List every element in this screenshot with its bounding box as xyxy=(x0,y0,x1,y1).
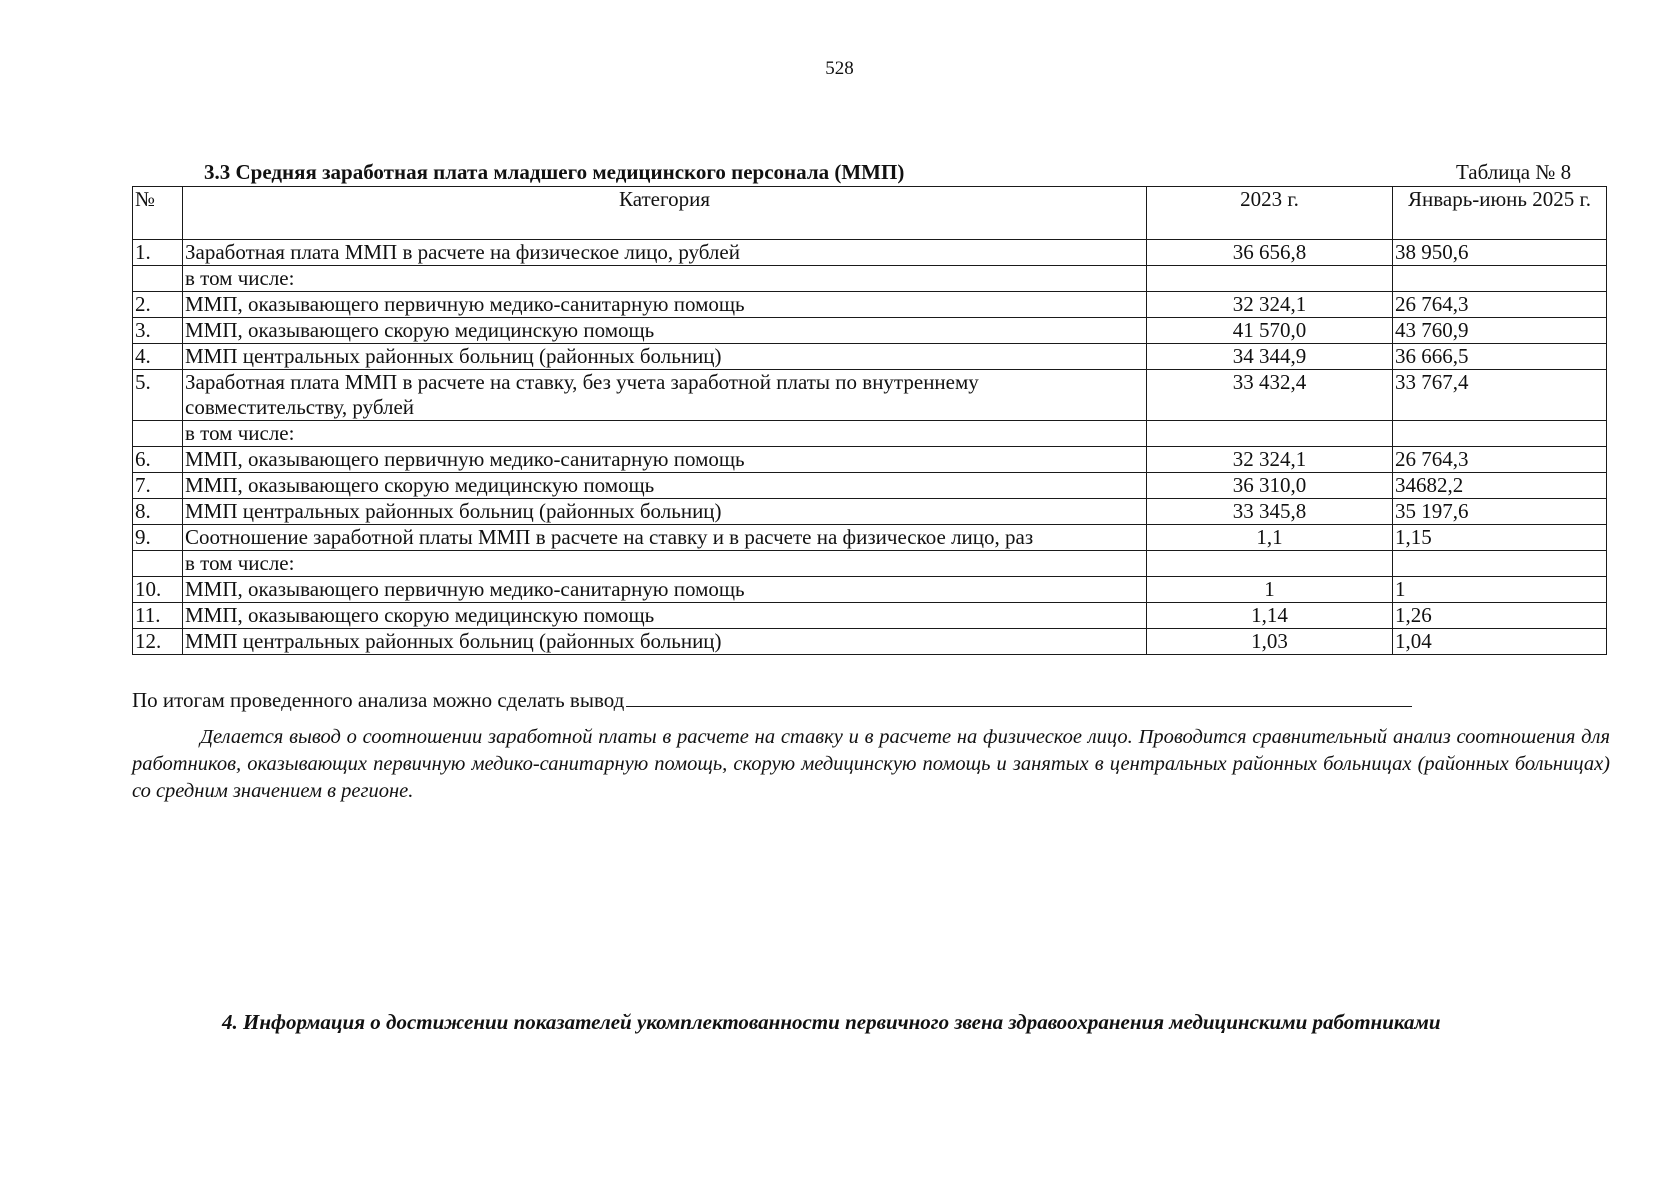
table-row xyxy=(133,370,1607,421)
row-value-2025: 1,26 xyxy=(1393,603,1607,629)
row-category: ММП, оказывающего первичную медико-санитарную помощь xyxy=(183,292,1147,318)
row-number: 6. xyxy=(133,447,183,473)
table-row xyxy=(133,266,1607,292)
row-number: 2. xyxy=(133,292,183,318)
row-number xyxy=(133,266,183,292)
row-category: ММП, оказывающего первичную медико-санитарную помощь xyxy=(183,577,1147,603)
row-value-2025: 1,15 xyxy=(1393,525,1607,551)
row-value-2023: 41 570,0 xyxy=(1147,318,1393,344)
row-value-2025: 33 767,4 xyxy=(1393,370,1607,421)
header-number: № xyxy=(133,187,183,240)
row-number: 8. xyxy=(133,499,183,525)
section-title: 3.3 Средняя заработная плата младшего медицинского персонала (ММП) xyxy=(204,160,905,184)
row-number: 5. xyxy=(133,370,183,421)
header-period-2025: Январь-июнь 2025 г. xyxy=(1393,187,1607,240)
table-row xyxy=(133,603,1607,629)
table-row xyxy=(133,240,1607,266)
row-value-2025: 1 xyxy=(1393,577,1607,603)
conclusion-line xyxy=(132,688,1412,713)
row-category: Заработная плата ММП в расчете на ставку, без учета заработной платы по внутреннему совместительству, рублей xyxy=(183,370,1147,421)
row-category: ММП, оказывающего первичную медико-санитарную помощь xyxy=(183,447,1147,473)
row-value-2023: 32 324,1 xyxy=(1147,292,1393,318)
table-row xyxy=(133,629,1607,655)
row-number: 4. xyxy=(133,344,183,370)
row-number: 1. xyxy=(133,240,183,266)
row-value-2023: 36 656,8 xyxy=(1147,240,1393,266)
row-subheading: в том числе: xyxy=(183,551,1147,577)
row-value-2023: 34 344,9 xyxy=(1147,344,1393,370)
row-number: 11. xyxy=(133,603,183,629)
header-category: Категория xyxy=(183,187,1147,240)
row-value-2025: 26 764,3 xyxy=(1393,447,1607,473)
table-row xyxy=(133,551,1607,577)
table-row xyxy=(133,421,1607,447)
note-paragraph: Делается вывод о соотношении заработной платы в расчете на ставку и в расчете на физическое лицо. Проводится сравнительный анализ соотношения для работников, оказывающих первичную медико-санитарную помощь, скорую медицинскую помощь и занятых в центральных районных больницах (районных больницах) со средним значением в регионе. xyxy=(132,726,1610,802)
row-number: 3. xyxy=(133,318,183,344)
table-row xyxy=(133,344,1607,370)
row-value-2023 xyxy=(1147,551,1393,577)
table-row xyxy=(133,473,1607,499)
row-category: ММП, оказывающего скорую медицинскую помощь xyxy=(183,603,1147,629)
row-category: ММП, оказывающего скорую медицинскую помощь xyxy=(183,473,1147,499)
conclusion-label: По итогам проведенного анализа можно сделать вывод xyxy=(132,688,625,712)
row-value-2025: 26 764,3 xyxy=(1393,292,1607,318)
row-value-2025: 34682,2 xyxy=(1393,473,1607,499)
conclusion-blank-underline xyxy=(626,688,1412,707)
row-value-2025: 35 197,6 xyxy=(1393,499,1607,525)
row-category: ММП центральных районных больниц (районных больниц) xyxy=(183,344,1147,370)
row-value-2025: 38 950,6 xyxy=(1393,240,1607,266)
table-row xyxy=(133,318,1607,344)
row-category: ММП центральных районных больниц (районных больниц) xyxy=(183,499,1147,525)
table-row xyxy=(133,525,1607,551)
row-value-2025 xyxy=(1393,421,1607,447)
table-row xyxy=(133,499,1607,525)
row-value-2023: 33 432,4 xyxy=(1147,370,1393,421)
row-value-2023: 33 345,8 xyxy=(1147,499,1393,525)
table-row xyxy=(133,292,1607,318)
row-value-2023: 1,1 xyxy=(1147,525,1393,551)
table-header-row xyxy=(133,187,1607,240)
row-subheading: в том числе: xyxy=(183,421,1147,447)
row-value-2023: 1,03 xyxy=(1147,629,1393,655)
row-number: 7. xyxy=(133,473,183,499)
row-category: ММП центральных районных больниц (районных больниц) xyxy=(183,629,1147,655)
row-number: 10. xyxy=(133,577,183,603)
row-number xyxy=(133,421,183,447)
row-value-2023: 1 xyxy=(1147,577,1393,603)
row-value-2023: 1,14 xyxy=(1147,603,1393,629)
table-label: Таблица № 8 xyxy=(1456,160,1572,184)
row-value-2025: 36 666,5 xyxy=(1393,344,1607,370)
row-value-2023: 36 310,0 xyxy=(1147,473,1393,499)
table-row xyxy=(133,447,1607,473)
row-value-2025: 1,04 xyxy=(1393,629,1607,655)
row-number xyxy=(133,551,183,577)
table-row xyxy=(133,577,1607,603)
row-number: 12. xyxy=(133,629,183,655)
row-category: Соотношение заработной платы ММП в расчете на ставку и в расчете на физическое лицо, раз xyxy=(183,525,1147,551)
row-category: ММП, оказывающего скорую медицинскую помощь xyxy=(183,318,1147,344)
row-value-2023 xyxy=(1147,266,1393,292)
section-4-heading: 4. Информация о достижении показателей укомплектованности первичного звена здравоохранения медицинскими работниками xyxy=(222,1010,1441,1034)
page-number: 528 xyxy=(825,58,854,79)
table-body xyxy=(133,240,1607,655)
row-value-2025 xyxy=(1393,551,1607,577)
row-category: Заработная плата ММП в расчете на физическое лицо, рублей xyxy=(183,240,1147,266)
row-number: 9. xyxy=(133,525,183,551)
row-subheading: в том числе: xyxy=(183,266,1147,292)
row-value-2023: 32 324,1 xyxy=(1147,447,1393,473)
row-value-2023 xyxy=(1147,421,1393,447)
row-value-2025 xyxy=(1393,266,1607,292)
row-value-2025: 43 760,9 xyxy=(1393,318,1607,344)
salary-table xyxy=(132,186,1607,655)
header-year-2023: 2023 г. xyxy=(1147,187,1393,240)
